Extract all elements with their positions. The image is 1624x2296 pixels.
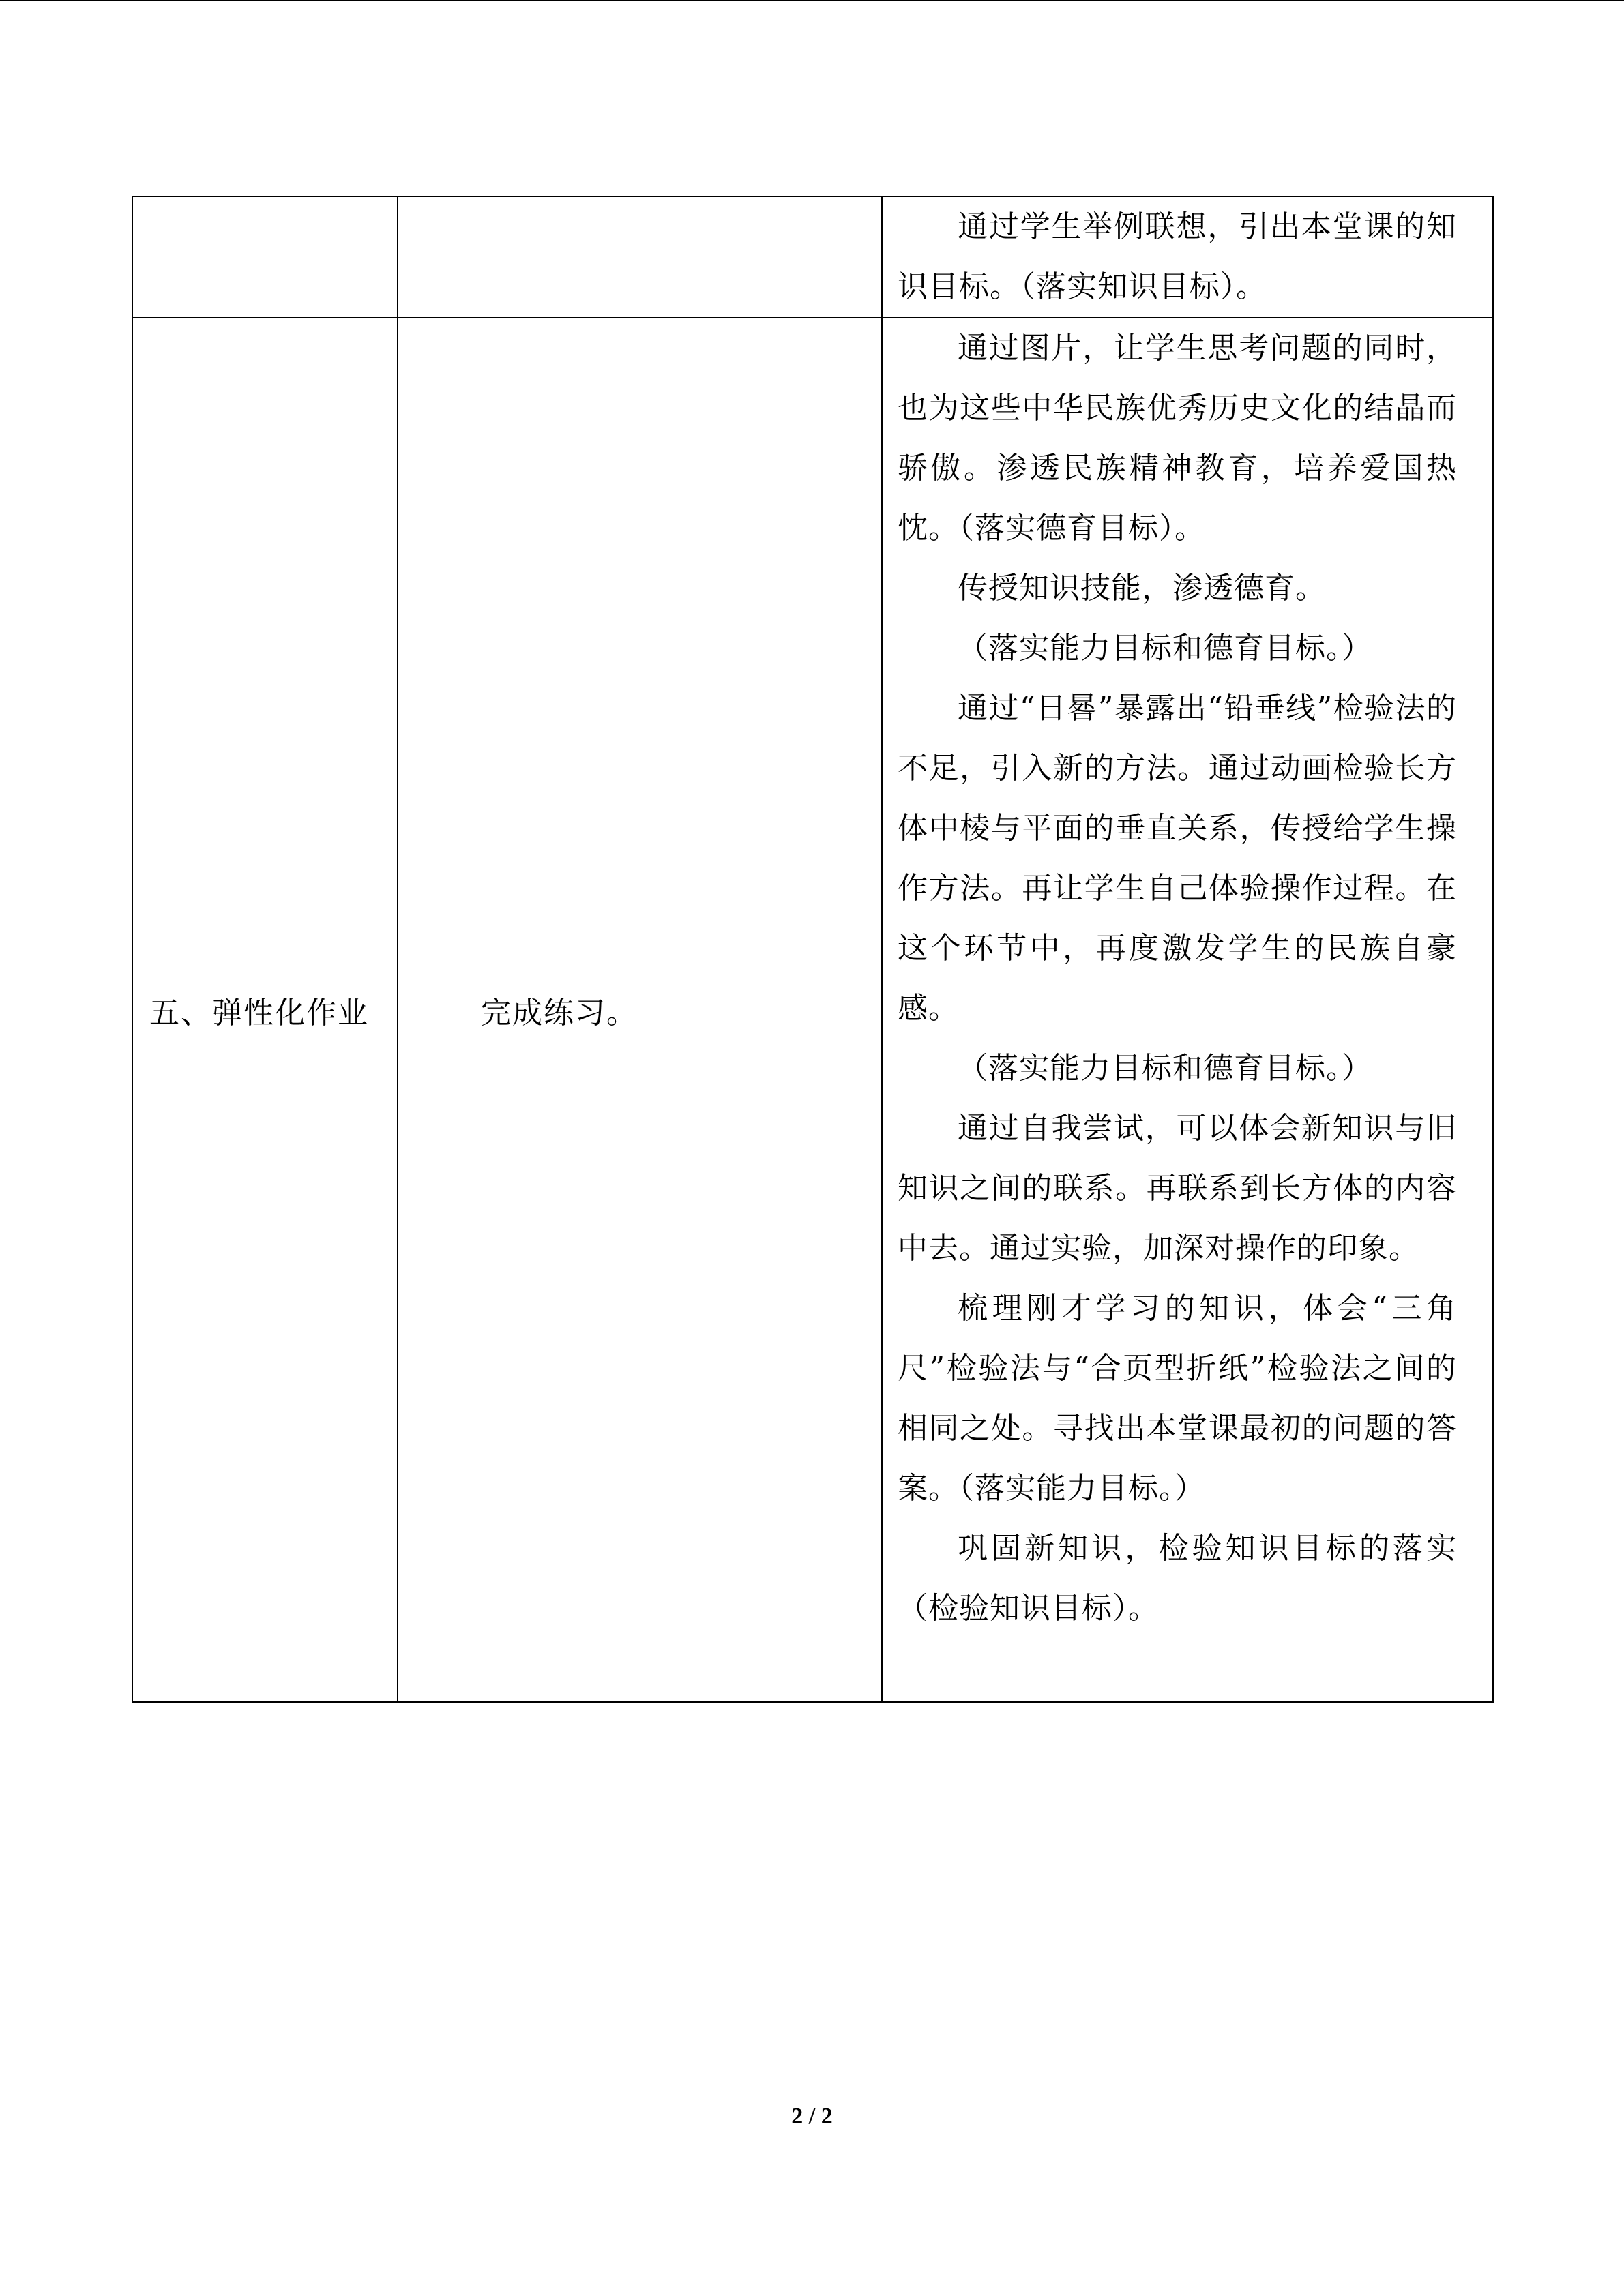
note-paragraph: 传授知识技能，渗透德育。 bbox=[958, 571, 1326, 606]
activity-cell bbox=[398, 318, 882, 1702]
activity-label: 完成练习。 bbox=[481, 996, 638, 1030]
stage-label: 五、弹性化作业 bbox=[149, 996, 369, 1030]
note-paragraph: 巩固新知识，检验知识目标的落实（检验知识目标）。 bbox=[898, 1531, 1457, 1626]
note-paragraph: （落实能力目标和德育目标。） bbox=[958, 631, 1372, 666]
note-paragraph: 通过学生举例联想，引出本堂课的知识目标。（落实知识目标）。 bbox=[898, 209, 1457, 304]
stage-cell bbox=[132, 318, 398, 1702]
note-paragraph: 通过图片，让学生思考问题的同时，也为这些中华民族优秀历史文化的结晶而骄傲。渗透民族精神教育，培养爱国热忱。（落实德育目标）。 bbox=[898, 331, 1457, 546]
notes-cell bbox=[882, 318, 1493, 1702]
design-intent-notes bbox=[883, 318, 1492, 1639]
note-paragraph: 梳理刚才学习的知识，体会“三角尺”检验法与“合页型折纸”检验法之间的相同之处。寻找出本堂课最初的问题的答案。（落实能力目标。） bbox=[898, 1291, 1457, 1506]
top-border-line bbox=[0, 0, 1624, 1]
note-paragraph: 通过“日晷”暴露出“铅垂线”检验法的不足，引入新的方法。通过动画检验长方体中棱与平面的垂直关系，传授给学生操作方法。再让学生自己体验操作过程。在这个环节中，再度激发学生的民族自豪感。 bbox=[898, 691, 1457, 1026]
lesson-plan-table bbox=[132, 196, 1494, 1703]
table-row bbox=[132, 318, 1493, 1702]
design-intent-notes bbox=[883, 197, 1492, 317]
activity-cell bbox=[398, 196, 882, 318]
note-paragraph: 通过自我尝试，可以体会新知识与旧知识之间的联系。再联系到长方体的内容中去。通过实验，加深对操作的印象。 bbox=[898, 1111, 1457, 1266]
stage-cell bbox=[132, 196, 398, 318]
page-number: 2 / 2 bbox=[791, 2104, 833, 2129]
table-row bbox=[132, 196, 1493, 318]
notes-cell bbox=[882, 196, 1493, 318]
note-paragraph: （落实能力目标和德育目标。） bbox=[958, 1051, 1372, 1086]
